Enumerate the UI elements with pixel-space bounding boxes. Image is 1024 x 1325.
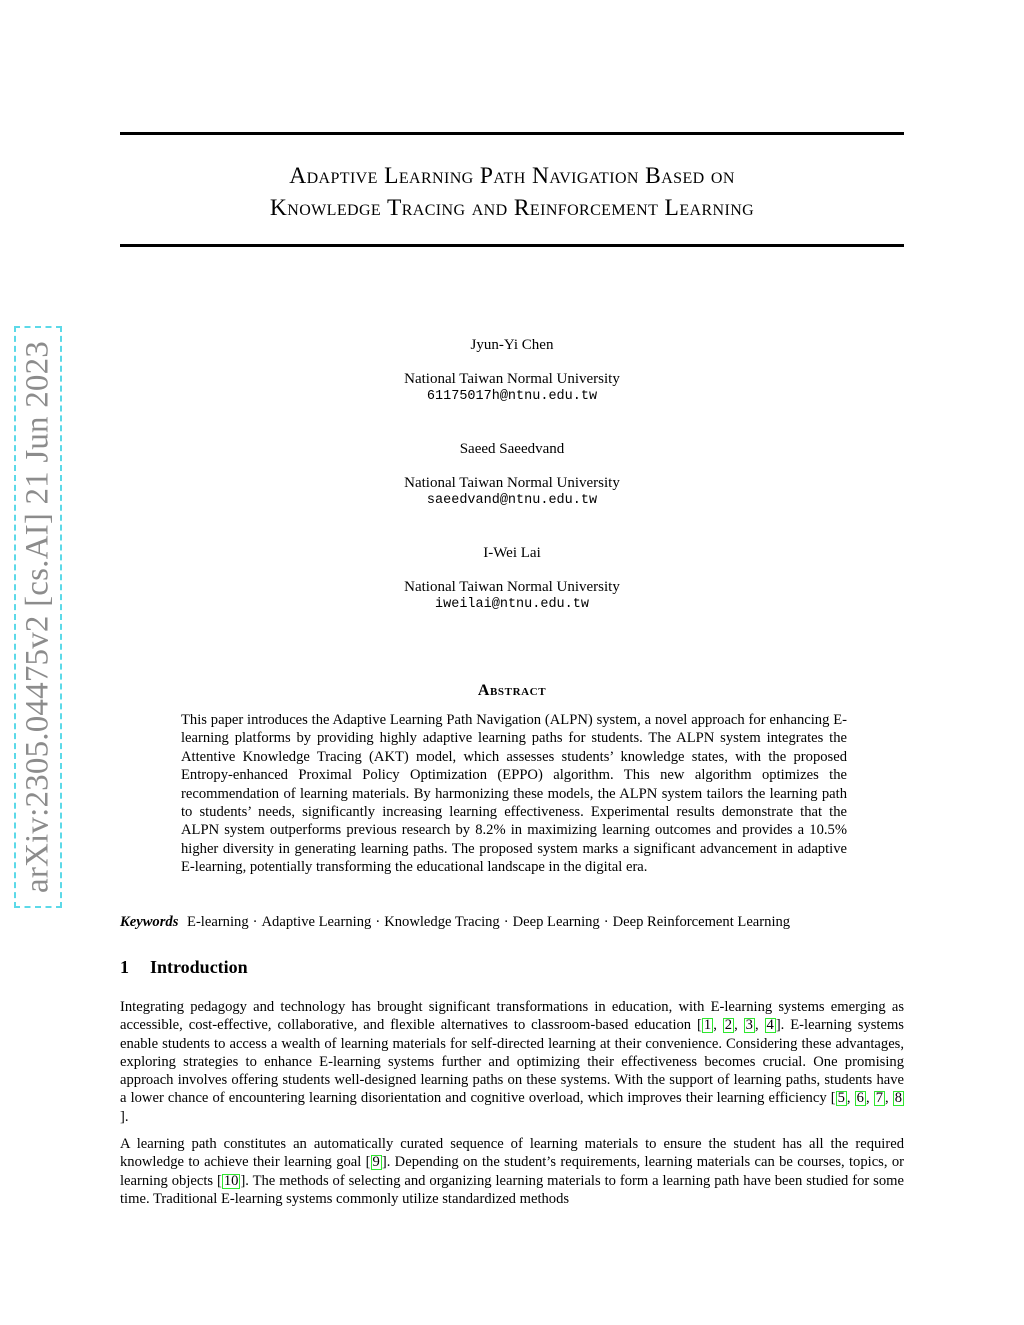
keyword-separator: · — [503, 914, 509, 930]
title-line-2: Knowledge Tracing and Reinforcement Learning — [269, 195, 755, 221]
author-email[interactable]: iweilai@ntnu.edu.tw — [435, 597, 589, 612]
paragraph-text: ]. — [120, 1108, 129, 1125]
section-number: 1 — [120, 957, 129, 977]
paragraph-text: Integrating pedagogy and technology has brought significant transformations in education, with E-learning systems emerging as accessible, cost-effective, collaborative, and flexible alternatives to classroom-based education [ — [120, 999, 904, 1034]
keyword-separator: · — [603, 914, 609, 930]
section-title: Introduction — [150, 957, 248, 977]
title-line-1: Adaptive Learning Path Navigation Based on — [289, 163, 735, 189]
paragraph-text: ]. The methods of selecting and organizing learning materials to form a learning path have been studied for some time. Traditional E-learning systems commonly utilize standardized methods — [120, 1172, 904, 1207]
citation-link[interactable]: 8 — [894, 1090, 903, 1107]
citation-link[interactable]: 5 — [837, 1090, 845, 1107]
paragraph-text: A learning path constitutes an automatically curated sequence of learning materials to ensure the student has all the required knowledge to achieve their learning goal [ — [120, 1136, 904, 1171]
keyword: Knowledge Tracing — [384, 914, 500, 930]
citation-link[interactable]: 9 — [372, 1154, 380, 1171]
author-entry — [120, 439, 904, 543]
citation-link[interactable]: 3 — [745, 1017, 753, 1034]
author-name: I-Wei Lai — [483, 545, 541, 561]
citation-link[interactable]: 4 — [766, 1017, 774, 1034]
citation-link[interactable]: 1 — [703, 1017, 712, 1034]
keyword: Deep Learning — [512, 914, 600, 930]
abstract-heading: Abstract — [477, 682, 547, 699]
keyword: E-learning — [187, 914, 249, 930]
author-email[interactable]: saeedvand@ntnu.edu.tw — [426, 493, 598, 508]
arxiv-identifier[interactable]: arXiv:2305.04475v2 [cs.AI] 21 Jun 2023 — [19, 340, 56, 894]
author-email[interactable]: 61175017h@ntnu.edu.tw — [426, 389, 598, 404]
citation-link[interactable]: 2 — [724, 1017, 733, 1034]
citation-link[interactable]: 6 — [856, 1090, 864, 1107]
keyword-separator: · — [252, 914, 258, 930]
title-top-rule — [120, 132, 904, 135]
keywords-line — [120, 913, 904, 931]
intro-paragraph-2 — [120, 1135, 904, 1208]
intro-paragraph-1: Integrating pedagogy and technology has brought significant transformations in education, with E-learning systems emerging as accessible, cost-effective, collaborative, and flexible alternatives to classroom-based education [ 1 , 2 , 3 , 4 ]. E-learning systems enable students to access a wealth of learning materials for self-directed learning at their convenience. Considering these advantages, exploring strategies to enhance E-learning systems further and optimizing their effectiveness becomes crucial. One promising approach involves offering students well-designed learning paths on these systems. With the support of learning paths, students have a lower chance of encountering learning disorientation and cognitive overload, which improves their learning efficiency [ 5 , 6 , 7 , 8]. — [120, 999, 904, 1125]
abstract-text: This paper introduces the Adaptive Learning Path Navigation (ALPN) system, a novel approach for enhancing E-learning platforms by providing highly adaptive learning paths for students. The ALPN system integrates the Attentive Knowledge Tracing (AKT) model, which assesses students’ knowledge states, with the proposed Entropy-enhanced Proximal Policy Optimization (EPPO) algorithm. This new algorithm optimizes the recommendation of learning materials. By harmonizing these models, the ALPN system tailors the learning path to students’ needs, significantly increasing learning effectiveness. Experimental results demonstrate that the ALPN system outperforms previous research by 8.2% in maximizing learning outcomes and provides a 10.5% higher diversity in generating learning paths. The proposed system marks a significant advancement in adaptive E-learning, potentially transforming the educational landscape in the digital era. — [181, 712, 847, 876]
section-heading-introduction — [120, 957, 248, 978]
keyword: Adaptive Learning — [261, 914, 372, 930]
paragraph-text: ]. E-learning systems enable students to access a wealth of learning materials for self-directed learning at their convenience. Considering these advantages, exploring strategies to enhance E-learning systems further and optimizing their effectiveness becomes crucial. One promising approach involves offering students well-designed learning paths on these systems. With the support of learning paths, students have a lower chance of encountering learning disorientation and cognitive overload, which improves their learning efficiency [ — [120, 1017, 904, 1107]
arxiv-identifier-stamp[interactable] — [14, 326, 62, 908]
citation-link[interactable]: 7 — [875, 1090, 883, 1107]
paragraph-text: ]. Depending on the student’s requirements, learning materials can be courses, topics, or learning objects [ — [120, 1154, 904, 1189]
title-bottom-rule — [120, 244, 904, 247]
author-block — [120, 335, 904, 647]
author-affiliation: National Taiwan Normal University — [404, 579, 620, 595]
author-entry — [120, 335, 904, 439]
keyword-separator: · — [375, 914, 381, 930]
paper-title — [120, 160, 904, 224]
keyword: Deep Reinforcement Learning — [612, 914, 791, 930]
author-entry — [120, 543, 904, 647]
author-affiliation: National Taiwan Normal University — [404, 371, 620, 387]
author-affiliation: National Taiwan Normal University — [404, 475, 620, 491]
author-name: Jyun-Yi Chen — [470, 337, 554, 353]
citation-link[interactable]: 10 — [223, 1172, 239, 1189]
keywords-label: Keywords — [120, 914, 179, 930]
author-name: Saeed Saeedvand — [459, 441, 565, 457]
